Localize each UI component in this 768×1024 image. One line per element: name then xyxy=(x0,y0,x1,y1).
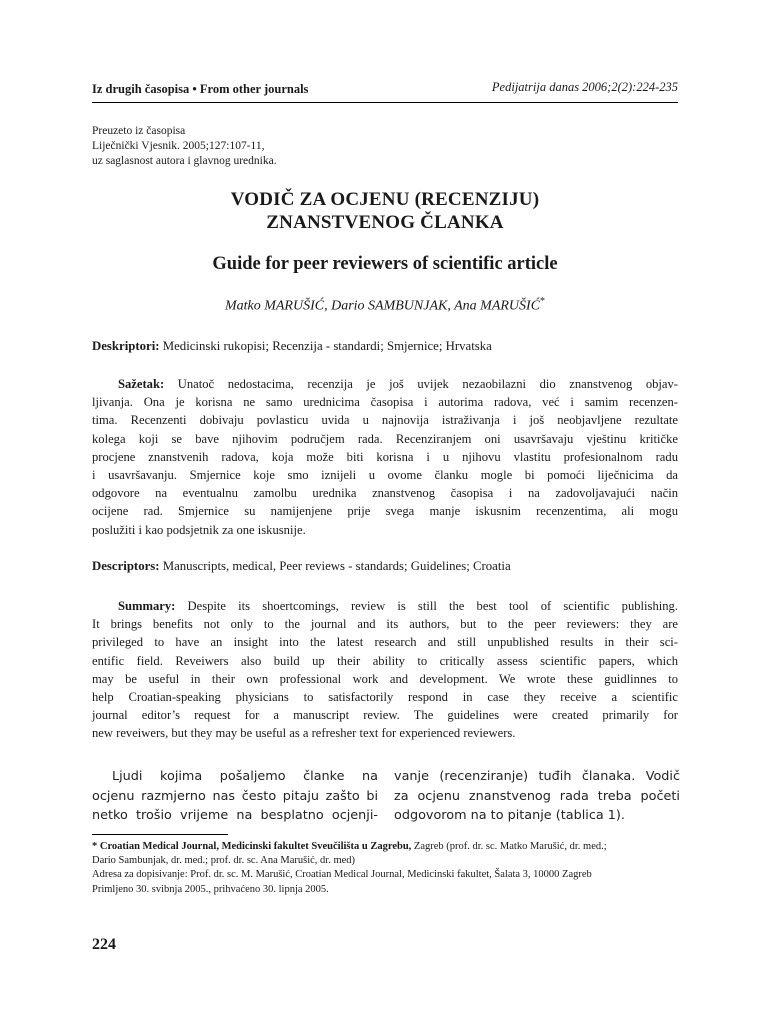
descriptors-english xyxy=(92,557,678,575)
page-number: 224 xyxy=(92,936,116,953)
descriptors-label: Descriptors: xyxy=(92,559,160,573)
body-line: vanje (recenziranje) tuđih članaka. Vodič xyxy=(394,769,680,784)
footnote-affiliation: * Croatian Medical Journal, Medicinski fakultet Sveučilišta u Zagrebu, Zagreb (prof. dr. sc. Matko Marušić, dr. med.; xyxy=(92,841,607,852)
abstract-line: help Croatian-speaking physicians to satisfactorily respond in case they receive a scientific xyxy=(92,690,678,705)
footnote-received: Primljeno 30. svibnja 2005., prihvaćeno 30. lipnja 2005. xyxy=(92,883,329,895)
abstract-line: kolega koji se bave njihovim područjem rada. Recenziranjem oni usavršavaju vještinu kritičke xyxy=(92,431,678,446)
descriptors-text: Manuscripts, medical, Peer reviews - standards; Guidelines; Croatia xyxy=(162,559,511,573)
abstract-label: Sažetak: xyxy=(118,377,165,391)
abstract-line: odgovore na eventualnu zamolbu urednika znanstvenog časopisa i na zadovoljavajući način xyxy=(92,486,678,501)
running-head xyxy=(92,80,678,103)
footnote-affiliation-cont: Dario Sambunjak, dr. med.; prof. dr. sc. Ana Marušić, dr. med) xyxy=(92,855,356,867)
abstract-line: may be useful in their own professional work and development. We wrote these guidlinnes to xyxy=(92,671,678,686)
body-column-right xyxy=(394,767,680,826)
abstract-line: tima. Recenzenti dobivaju povlasticu uvida u najnovija istraživanja i još neobjavljene rezultate xyxy=(92,413,678,428)
article-title-english: Guide for peer reviewers of scientific article xyxy=(212,254,558,274)
descriptors-label: Deskriptori: xyxy=(92,339,160,353)
abstract-line: privileged to have an insight into the latest research and still unpublished results in their sci- xyxy=(92,635,678,650)
abstract-line: procjene znanstvenih radova, koja može biti korisna i u njihovu vlastitu profesionalnom radu xyxy=(92,449,678,464)
abstract-line: i usavršavanju. Smjernice koje smo iznijeli u ovome članku mogle bi pomoći liječnicima da xyxy=(92,468,678,483)
body-line: za ocjenu znanstvenog rada treba početi xyxy=(394,788,680,804)
summary-label: Summary: xyxy=(118,599,176,613)
source-note-line: Liječnički Vjesnik. 2005;127:107-11, xyxy=(92,140,265,152)
body-line: netko trošio vrijeme na besplatno ocjenji- xyxy=(92,808,378,823)
author-names: Matko MARUŠIĆ, Dario SAMBUNJAK, Ana MARUŠIĆ xyxy=(224,298,541,314)
source-note-line: Preuzeto iz časopisa xyxy=(92,125,186,137)
source-note xyxy=(92,124,512,169)
abstract-croatian xyxy=(92,375,678,539)
footnote-rule xyxy=(92,834,228,835)
affiliation-institution: * Croatian Medical Journal, Medicinski fakultet Sveučilišta u Zagrebu, xyxy=(92,841,412,852)
section-label: Iz drugih časopisa • From other journals xyxy=(92,82,309,96)
abstract-line: poslužiti i kao podsjetnik za one iskusnije. xyxy=(92,522,306,537)
abstract-line: journal editor’s request for a manuscript review. The guidelines were created primarily for xyxy=(92,708,678,723)
abstract-line: Summary: Despite its shoertcomings, review is still the best tool of scientific publishing. xyxy=(118,599,678,613)
source-note-line: uz saglasnost autora i glavnog urednika. xyxy=(92,155,277,167)
body-line: odgovorom na to pitanje (tablica 1). xyxy=(394,808,625,823)
abstract-line: Sažetak: Unatoč nedostacima, recenzija je još uvijek nezaobilazni dio znanstvenog objav- xyxy=(118,377,678,391)
abstract-line: ljivanja. Ona je korisna ne samo urednicima časopisa i autorima radova, već i samim recenzen- xyxy=(92,395,678,410)
title-line: ZNANSTVENOG ČLANKA xyxy=(266,212,504,233)
descriptors-text: Medicinski rukopisi; Recenzija - standardi; Smjernice; Hrvatska xyxy=(162,339,492,353)
author-footnote-mark: * xyxy=(540,296,546,307)
descriptors-croatian xyxy=(92,337,678,355)
body-line: Ljudi kojima pošaljemo članke na xyxy=(112,769,378,784)
abstract-line: ocijene rad. Smjernice su namijenjene prije svega manje iskusnim recenzentima, ali mogu xyxy=(92,504,678,519)
footnotes xyxy=(92,840,678,897)
authors xyxy=(92,292,678,317)
article-title-croatian xyxy=(92,188,678,234)
abstract-english xyxy=(92,597,678,743)
abstract-line: It brings benefits not only to the journal and its authors, but to the peer reviewers: they are xyxy=(92,617,678,632)
journal-citation: Pedijatrija danas 2006;2(2):224-235 xyxy=(491,80,678,94)
body-column-left xyxy=(92,767,378,826)
abstract-line: entific field. Reveiwers also build up their ability to critically assess scientific papers, which xyxy=(92,653,678,668)
body-line: ocjenu razmjerno nas često pitaju zašto bi xyxy=(92,788,378,804)
footnote-address: Adresa za dopisivanje: Prof. dr. sc. M. Marušić, Croatian Medical Journal, Medicinski fakultet, Šalata 3, 10000 Zagreb xyxy=(92,869,592,881)
abstract-line: new reveiwers, but they may be useful as a refresher text for experienced reviewers. xyxy=(92,726,516,741)
title-line: VODIČ ZA OCJENU (RECENZIJU) xyxy=(230,189,540,210)
